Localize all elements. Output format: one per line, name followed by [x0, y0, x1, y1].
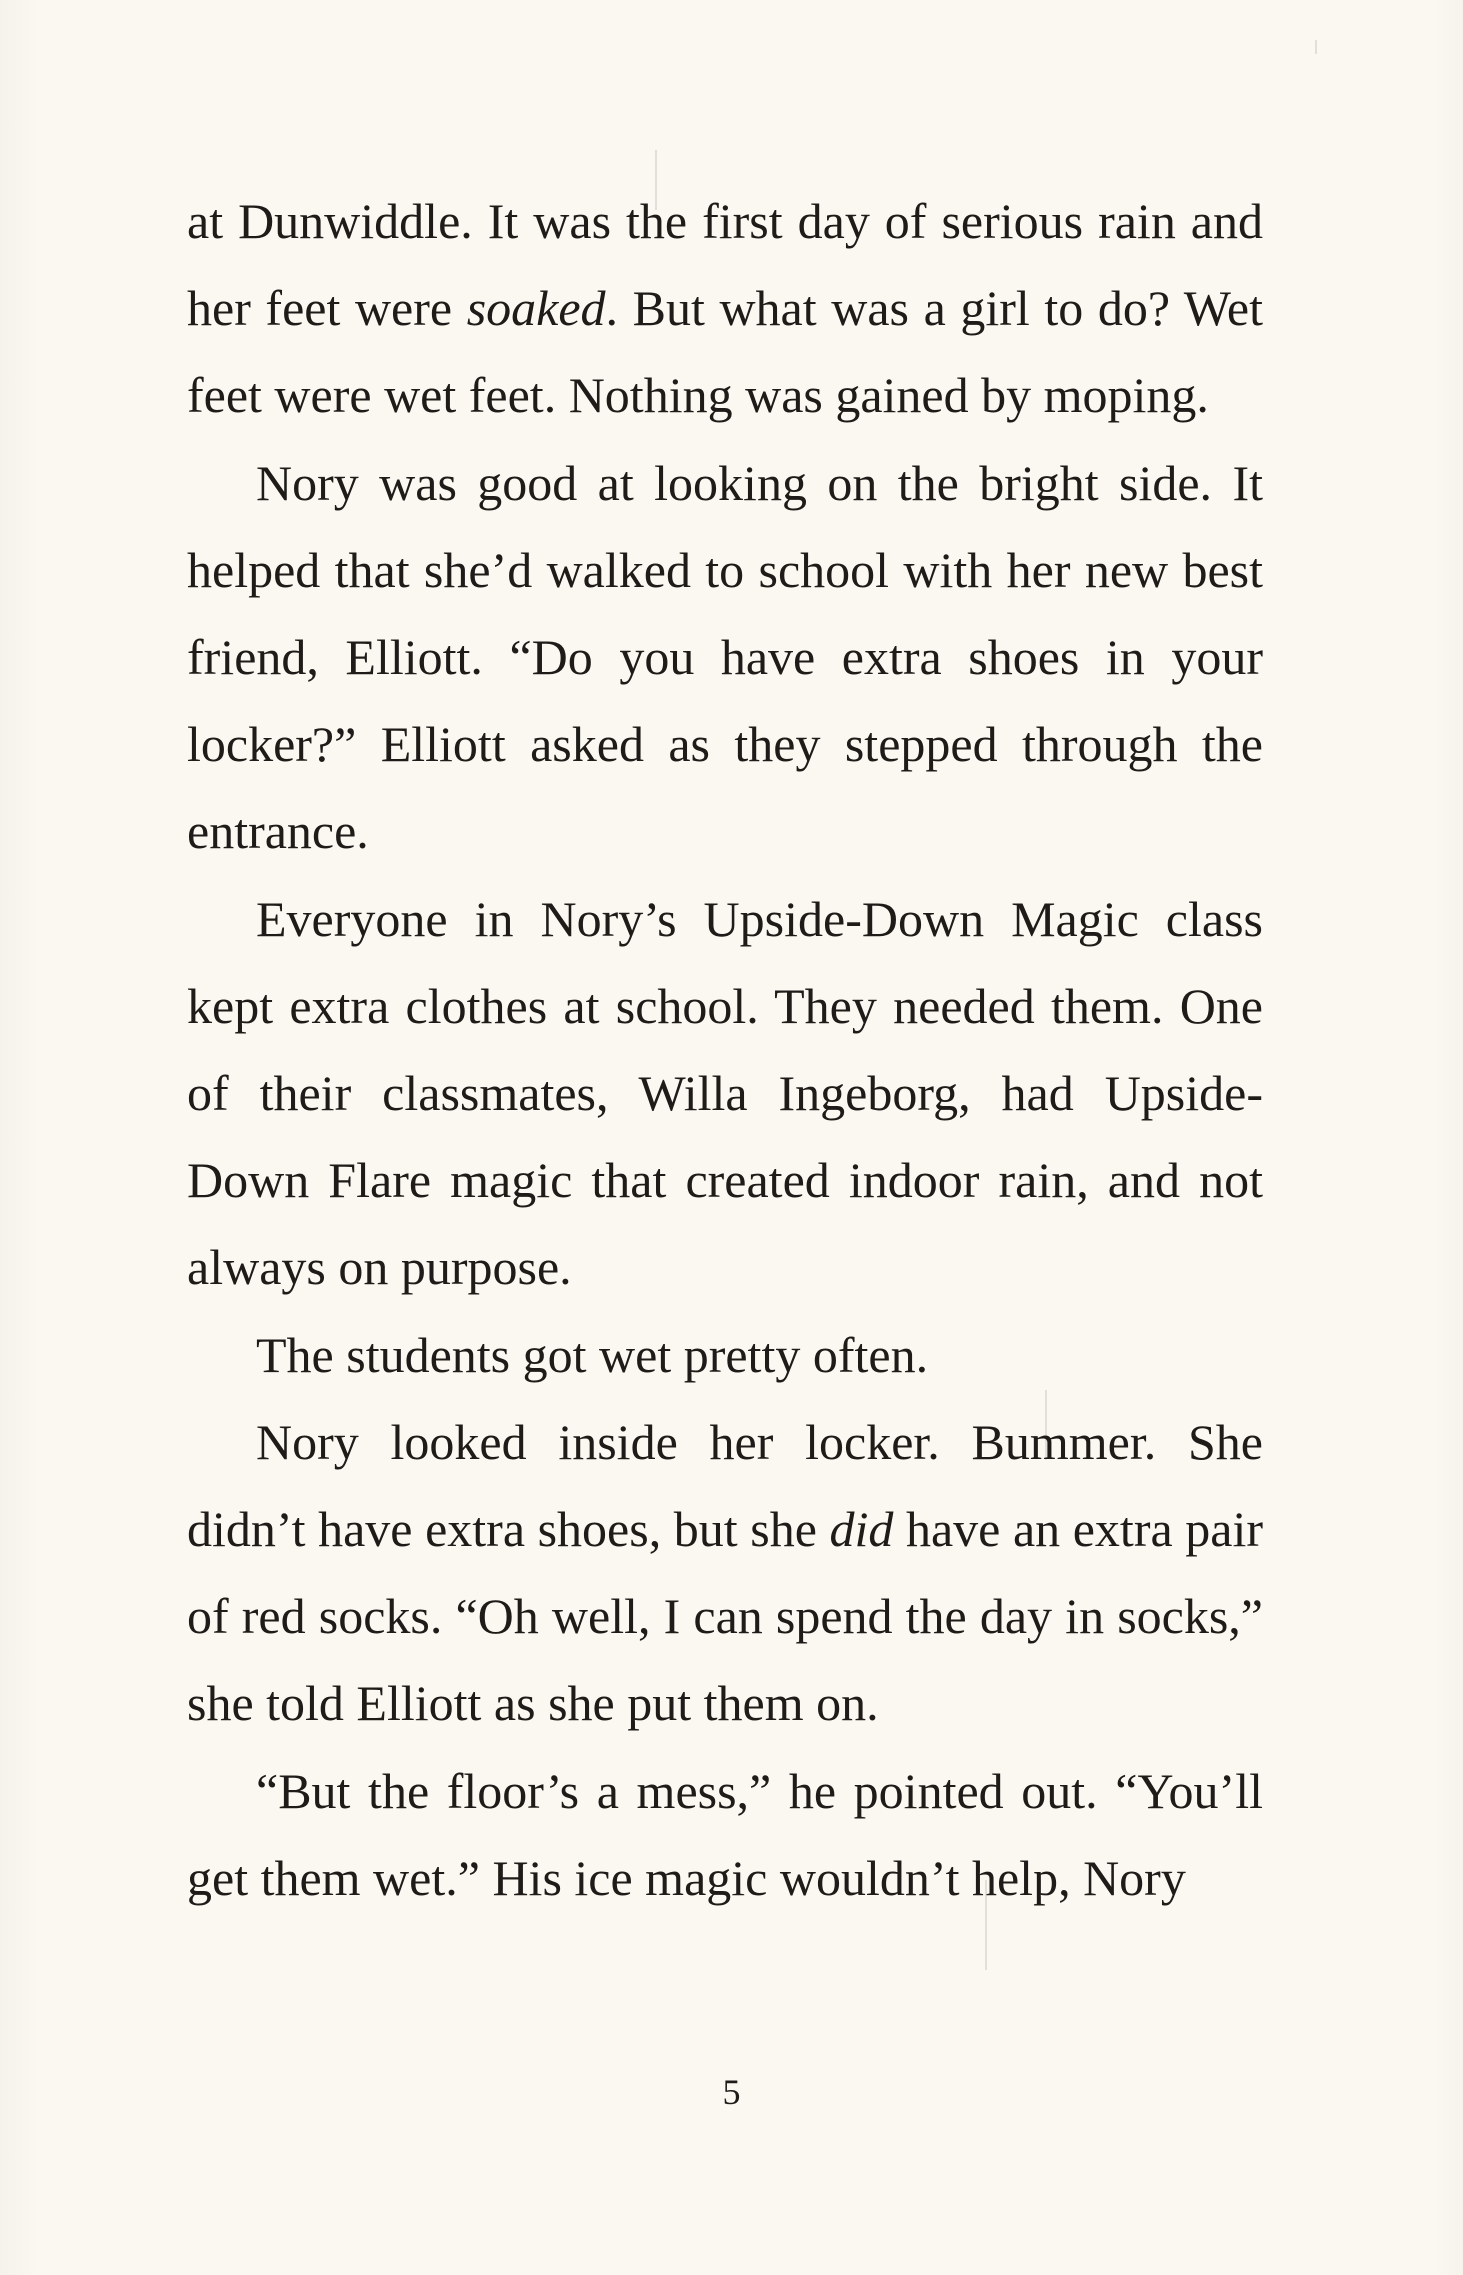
text-segment: Nory looked inside her locker. Bummer. She didn’t have extra shoes, but she — [187, 1413, 1263, 1558]
text-segment: have an extra pair of red socks. “Oh well, I can spend the day in socks,” she told Elliott as she put them on. — [187, 1501, 1263, 1732]
paragraph-3 — [187, 876, 1263, 1312]
text-segment: Everyone in Nory’s Upside-Down Magic class kept extra clothes at school. They needed them. One of their classmates, Willa Ingeborg, had Upside-Down Flare magic that created indoor rain, and not always on purpose. — [187, 890, 1263, 1296]
paragraph-1 — [187, 178, 1263, 440]
text-segment-italic: soaked — [466, 280, 606, 337]
paragraph-2 — [187, 440, 1263, 876]
paragraph-6 — [187, 1748, 1263, 1922]
paragraph-4 — [187, 1312, 1263, 1399]
text-segment-italic: did — [829, 1501, 894, 1558]
scan-artifact — [1315, 40, 1317, 54]
text-segment: . But what was a girl to do? Wet feet were wet feet. Nothing was gained by moping. — [187, 280, 1263, 424]
text-segment: The students got wet pretty often. — [256, 1326, 929, 1383]
text-segment: at Dunwiddle. It was the first day of serious rain and her feet were — [187, 193, 1263, 337]
page-number: 5 — [722, 2072, 741, 2112]
text-segment: Nory was good at looking on the bright side. It helped that she’d walked to school with her new best friend, Elliott. “Do you have extra shoes in your locker?” Elliott asked as they stepped through the entrance. — [187, 454, 1263, 860]
paragraph-5 — [187, 1399, 1263, 1748]
text-segment: “But the floor’s a mess,” he pointed out. “You’ll get them wet.” His ice magic wouldn’t help, Nory — [187, 1762, 1263, 1906]
body-text — [187, 178, 1263, 1922]
